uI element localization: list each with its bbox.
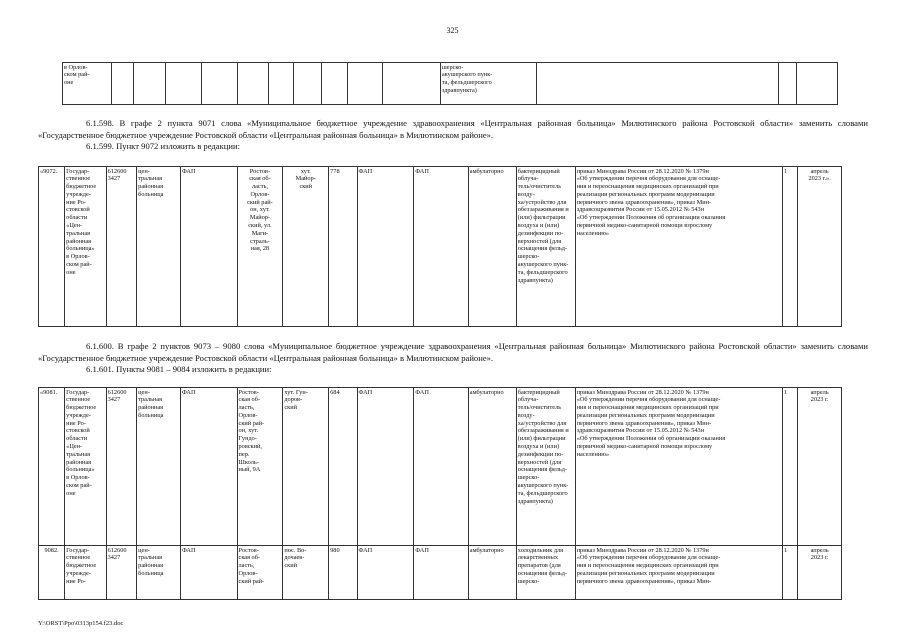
cell-care: амбулаторно xyxy=(468,546,516,600)
cell-number: 9082. xyxy=(39,546,65,600)
table-row xyxy=(39,546,842,600)
table-row xyxy=(39,388,842,546)
cell-address: Ростов- ская об- ласть, Орлов- ский рай- он, хут. Майор- ский, ул. Маги- страль- ная, 28 xyxy=(237,167,283,327)
paragraph-6-1-601: 6.1.601. Пункты 9081 – 9084 изложить в редакции: xyxy=(86,364,272,374)
cell-term: апрель 2023 г. xyxy=(798,546,842,600)
cell-qty: 1 xyxy=(782,388,797,546)
cell-org: Государ- ственное бюджетное учрежде- ние Ро- стовской области «Цен- тральная районная больница» в Орлов- ском рай- оне xyxy=(65,388,106,546)
table-row xyxy=(63,63,838,105)
paragraph-6-1-598: 6.1.598. В графе 2 пункта 9071 слова «Муниципальное бюджетное учреждение здравоохранения «Центральная районная больница» Милютинского района Ростовской области» заменить словами «Государственное бюджетное учреждение Ростовской области «Центральная районная больница» в Милютинском районе». xyxy=(38,118,868,140)
table-9072 xyxy=(38,166,842,327)
cell-central: цен- тральная районная больница xyxy=(137,388,181,546)
cell-type: ФАП xyxy=(180,388,237,546)
cell-central: цен- тральная районная больница xyxy=(137,167,181,327)
cell-code: 612600 3427 xyxy=(106,167,137,327)
cell-code: 612600 3427 xyxy=(106,546,137,600)
cell-locality: пос. Во- дочаев- ский xyxy=(283,546,329,600)
cell-qty: 1 xyxy=(782,167,797,327)
paragraph-6-1-600: 6.1.600. В графе 2 пунктов 9073 – 9080 слова «Муниципальное бюджетное учреждение здравоохранения «Центральная районная больница» Милютинского района Ростовской области» заменить словами «Государственное бюджетное учреждение Ростовской области «Центральная районная больница» в Милютинском районе». xyxy=(38,341,868,363)
cell-type2: ФАП xyxy=(357,167,414,327)
cell-type: ФАП xyxy=(180,546,237,600)
cell-number: «9072. xyxy=(39,167,65,327)
cell-basis: приказ Минздрава России от 28.12.2020 № 1379н «Об утверждении перечня оборудования для оснаще- ния и переоснащения медицинских организаций при реализации региональных программ модернизации первичного звена здравоохранения», приказ Мин- здравсоцразвития России от 15.05.2012 № 543н «Об утверждении Положения об организации оказания первичной медико-санитарной помощи взрослому населению» xyxy=(575,167,782,327)
cell-population: 980 xyxy=(329,546,357,600)
footer-file-path: Y:\ORST\Ppo\0313p154.f23.doc xyxy=(38,620,124,627)
cell-type: ФАП xyxy=(180,167,237,327)
table-row xyxy=(39,167,842,327)
cell-number: «9081. xyxy=(39,388,65,546)
cell-type3: ФАП xyxy=(414,546,469,600)
cell-qty: 1 xyxy=(782,546,797,600)
cell-equipment: бактерицидный облуча- тель/очиститель возду- ха/устройство для обеззараживания и (или) фильтрации воздуха и (или) дезинфекции по- верхностей (для оснащения фельд- шерско- акушерского пунк- та, фельдшерского здравпункта) xyxy=(516,388,575,546)
cell-care: амбулаторно xyxy=(468,388,516,546)
cell-type2: ФАП xyxy=(357,546,414,600)
cell-care: амбулаторно xyxy=(468,167,516,327)
cell-type3: ФАП xyxy=(414,388,469,546)
cell-type3: ФАП xyxy=(414,167,469,327)
cell-org: Государ- ственное бюджетное учрежде- ние Ро- стовской области «Цен- тральная районная больница» в Орлов- ском рай- оне xyxy=(65,167,106,327)
cell-central: цен- тральная районная больница xyxy=(137,546,181,600)
cell-population: 778 xyxy=(329,167,357,327)
cell-equipment: шерско- акушерского пунк- та, фельдшерского здравпункта) xyxy=(440,63,536,105)
paragraph-6-1-599: 6.1.599. Пункт 9072 изложить в редакции: xyxy=(86,141,240,151)
cell-equipment: холодильник для лекарственных препаратов (для оснащения фельд- шерско- xyxy=(516,546,575,600)
table-9081 xyxy=(38,387,842,600)
cell-basis: приказ Минздрава России от 28.12.2020 № 1379н «Об утверждении перечня оборудования для оснаще- ния и переоснащения медицинских организаций при реализации региональных программ модернизации первичного звена здравоохранения», приказ Мин- здравсоцразвития России от 15.05.2012 № 543н «Об утверждении Положения об организации оказания первичной медико-санитарной помощи взрослому населению» xyxy=(575,388,782,546)
page-number: 325 xyxy=(446,26,459,35)
cell-org: Государ- ственное бюджетное учрежде- ние Ро- xyxy=(65,546,106,600)
cell-term: апрель 2023 г.». xyxy=(798,167,842,327)
cell-locality: хут. Майор- ский xyxy=(283,167,329,327)
cell-org: в Орлов- ском рай- оне xyxy=(63,63,112,105)
cell-basis: приказ Минздрава России от 28.12.2020 № 1379н «Об утверждении перечня оборудования для оснаще- ния и переоснащения медицинских организаций при реализации региональных программ модернизации первичного звена здравоохранения», приказ Мин- xyxy=(575,546,782,600)
cell-locality: хут. Гун- доров- ский xyxy=(283,388,329,546)
cell-address: Ростов- ская об- ласть, Орлов- ский рай- xyxy=(237,546,283,600)
cell-equipment: бактерицидный облуча- тель/очиститель возду- ха/устройство для обеззараживания и (или) фильтрации воздуха и (или) дезинфекции по- верхностей (для оснащения фельд- шерско- акушерского пунк- та, фельдшерского здравпункта) xyxy=(516,167,575,327)
table-fragment-top xyxy=(62,62,838,105)
cell-type2: ФАП xyxy=(357,388,414,546)
cell-population: 684 xyxy=(329,388,357,546)
cell-term: апрель 2023 г. xyxy=(798,388,842,546)
cell-code: 612600 3427 xyxy=(106,388,137,546)
cell-address: Ростов- ская об- ласть, Орлов- ский рай- он, хут. Гундо- ровский, пер. Школь- ный, 9А xyxy=(237,388,283,546)
